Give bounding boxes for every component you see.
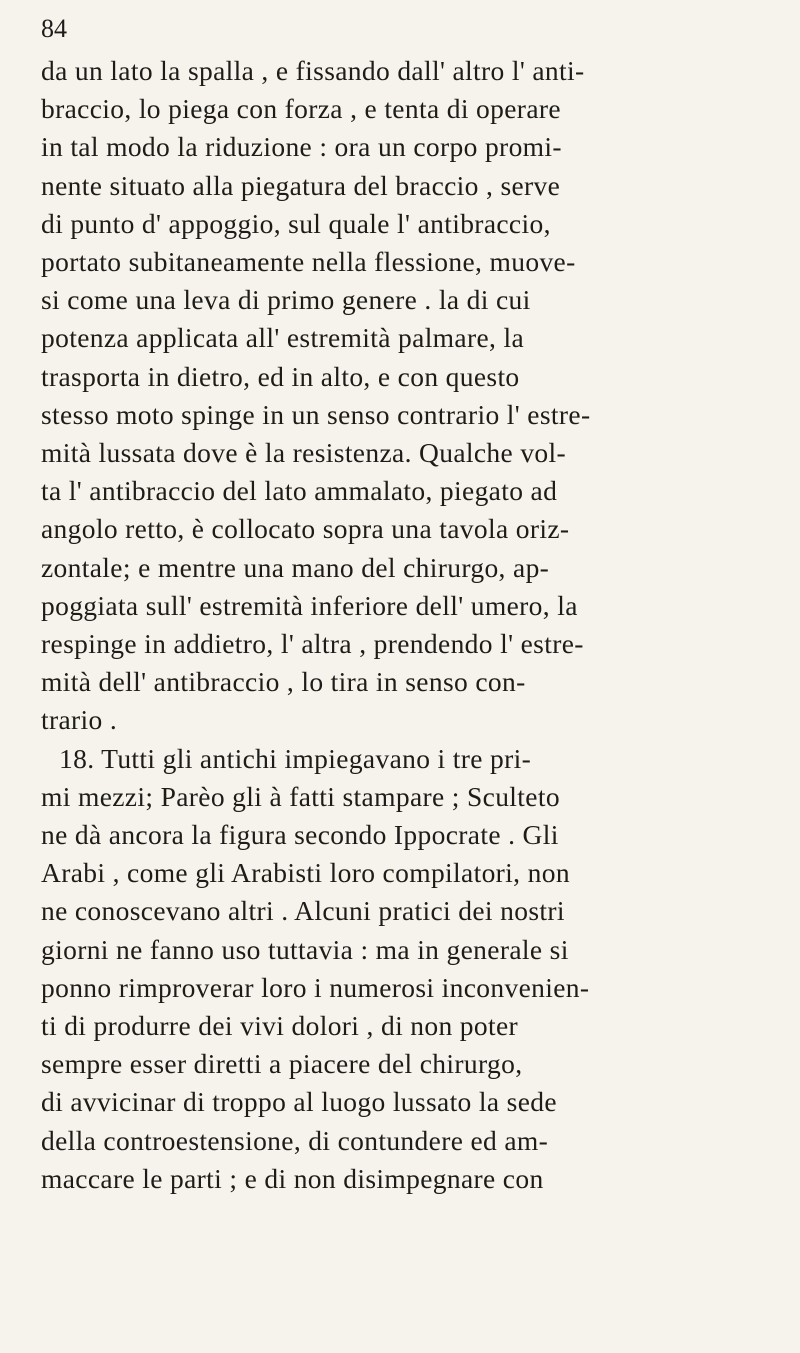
text-line: Arabi , come gli Arabisti loro compilatori, non	[41, 857, 570, 889]
text-line: trario .	[41, 704, 118, 736]
text-line: della controestensione, di contundere ed am-	[41, 1124, 549, 1156]
text-line: sempre esser diretti a piacere del chirurgo,	[41, 1048, 523, 1080]
text-line: maccare le parti ; e di non disimpegnare con	[41, 1162, 544, 1194]
text-line: stesso moto spinge in un senso contrario l' estre-	[41, 398, 591, 430]
text-line: trasporta in dietro, ed in alto, e con questo	[41, 360, 520, 392]
text-line: mità lussata dove è la resistenza. Qualche vol-	[41, 437, 567, 469]
text-line: ponno rimproverar loro i numerosi inconvenien-	[41, 971, 590, 1003]
text-line: angolo retto, è collocato sopra una tavola oriz-	[41, 513, 570, 545]
text-line: poggiata sull' estremità inferiore dell' umero, la	[41, 589, 578, 621]
text-line: ne dà ancora la figura secondo Ippocrate . Gli	[41, 819, 559, 851]
text-line: giorni ne fanno uso tuttavia : ma in generale si	[41, 933, 569, 965]
text-line: potenza applicata all' estremità palmare, la	[41, 322, 525, 354]
text-line: ta l' antibraccio del lato ammalato, piegato ad	[41, 475, 558, 507]
text-line: in tal modo la riduzione : ora un corpo promi-	[41, 131, 562, 163]
text-line: nente situato alla piegatura del braccio , serve	[41, 169, 561, 201]
text-line: respinge in addietro, l' altra , prendendo l' estre-	[41, 628, 584, 660]
text-line: zontale; e mentre una mano del chirurgo, ap-	[41, 551, 550, 583]
text-line: si come una leva di primo genere . la di cui	[41, 284, 531, 316]
text-line: di punto d' appoggio, sul quale l' antibraccio,	[41, 207, 551, 239]
text-line: mi mezzi; Parèo gli à fatti stampare ; Sculteto	[41, 780, 560, 812]
text-line: mità dell' antibraccio , lo tira in senso con-	[41, 666, 526, 698]
text-line: da un lato la spalla , e fissando dall' altro l' anti-	[41, 55, 585, 86]
page-body-text	[41, 52, 771, 1198]
text-line: ne conoscevano altri . Alcuni pratici dei nostri	[41, 895, 565, 927]
text-line: di avvicinar di troppo al luogo lussato la sede	[41, 1086, 557, 1118]
section-start-line: 18. Tutti gli antichi impiegavano i tre pri-	[59, 742, 532, 774]
text-line: ti di produrre dei vivi dolori , di non poter	[41, 1010, 519, 1042]
text-line: braccio, lo piega con forza , e tenta di operare	[41, 93, 561, 125]
page-number: 84	[41, 14, 67, 43]
text-line: portato subitaneamente nella flessione, muove-	[41, 246, 576, 278]
